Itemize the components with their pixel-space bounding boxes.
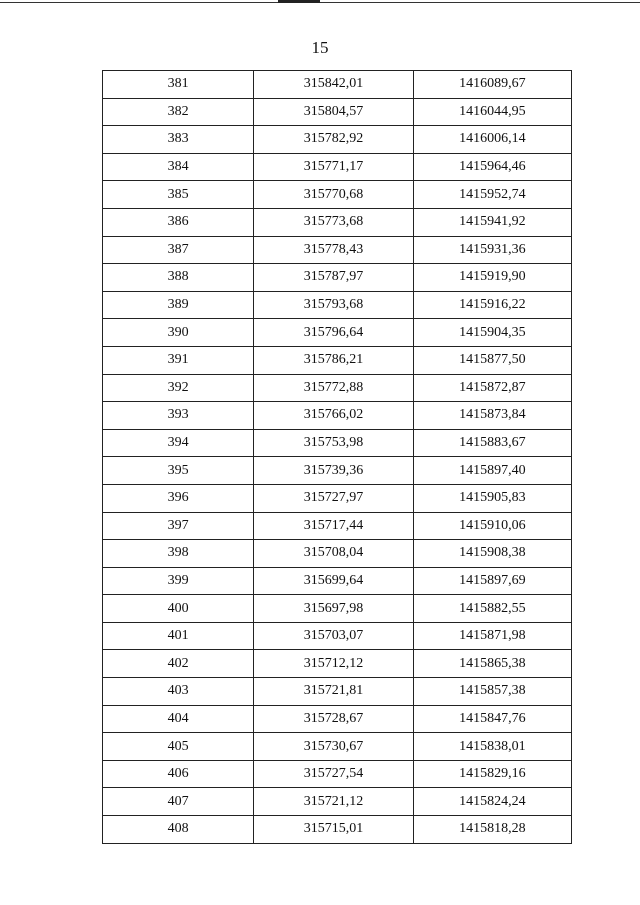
point-number-cell: 386 bbox=[103, 208, 254, 236]
x-coordinate-cell: 315715,01 bbox=[254, 816, 413, 844]
table-row bbox=[103, 733, 572, 761]
y-coordinate-cell: 1415873,84 bbox=[413, 402, 571, 430]
point-number-cell: 400 bbox=[103, 595, 254, 623]
y-coordinate-cell: 1415883,67 bbox=[413, 429, 571, 457]
point-number-cell: 382 bbox=[103, 98, 254, 126]
point-number-cell: 405 bbox=[103, 733, 254, 761]
table-row bbox=[103, 788, 572, 816]
y-coordinate-cell: 1415897,69 bbox=[413, 567, 571, 595]
x-coordinate-cell: 315782,92 bbox=[254, 126, 413, 154]
point-number-cell: 381 bbox=[103, 71, 254, 99]
table-row bbox=[103, 98, 572, 126]
x-coordinate-cell: 315753,98 bbox=[254, 429, 413, 457]
x-coordinate-cell: 315772,88 bbox=[254, 374, 413, 402]
top-rule-mark bbox=[278, 0, 320, 3]
x-coordinate-cell: 315771,17 bbox=[254, 153, 413, 181]
point-number-cell: 392 bbox=[103, 374, 254, 402]
point-number-cell: 389 bbox=[103, 291, 254, 319]
y-coordinate-cell: 1415882,55 bbox=[413, 595, 571, 623]
point-number-cell: 397 bbox=[103, 512, 254, 540]
table-row bbox=[103, 208, 572, 236]
point-number-cell: 391 bbox=[103, 346, 254, 374]
x-coordinate-cell: 315703,07 bbox=[254, 622, 413, 650]
point-number-cell: 393 bbox=[103, 402, 254, 430]
x-coordinate-cell: 315773,68 bbox=[254, 208, 413, 236]
y-coordinate-cell: 1415877,50 bbox=[413, 346, 571, 374]
x-coordinate-cell: 315842,01 bbox=[254, 71, 413, 99]
y-coordinate-cell: 1415829,16 bbox=[413, 760, 571, 788]
y-coordinate-cell: 1415838,01 bbox=[413, 733, 571, 761]
y-coordinate-cell: 1415905,83 bbox=[413, 484, 571, 512]
point-number-cell: 402 bbox=[103, 650, 254, 678]
table-row bbox=[103, 402, 572, 430]
point-number-cell: 387 bbox=[103, 236, 254, 264]
x-coordinate-cell: 315699,64 bbox=[254, 567, 413, 595]
x-coordinate-cell: 315804,57 bbox=[254, 98, 413, 126]
table-row bbox=[103, 291, 572, 319]
point-number-cell: 384 bbox=[103, 153, 254, 181]
x-coordinate-cell: 315778,43 bbox=[254, 236, 413, 264]
y-coordinate-cell: 1415824,24 bbox=[413, 788, 571, 816]
table-row bbox=[103, 181, 572, 209]
table-row bbox=[103, 374, 572, 402]
x-coordinate-cell: 315796,64 bbox=[254, 319, 413, 347]
x-coordinate-cell: 315728,67 bbox=[254, 705, 413, 733]
point-number-cell: 407 bbox=[103, 788, 254, 816]
x-coordinate-cell: 315787,97 bbox=[254, 264, 413, 292]
point-number-cell: 388 bbox=[103, 264, 254, 292]
x-coordinate-cell: 315708,04 bbox=[254, 540, 413, 568]
x-coordinate-cell: 315730,67 bbox=[254, 733, 413, 761]
y-coordinate-cell: 1415865,38 bbox=[413, 650, 571, 678]
point-number-cell: 396 bbox=[103, 484, 254, 512]
table-row bbox=[103, 567, 572, 595]
point-number-cell: 395 bbox=[103, 457, 254, 485]
x-coordinate-cell: 315766,02 bbox=[254, 402, 413, 430]
y-coordinate-cell: 1415952,74 bbox=[413, 181, 571, 209]
point-number-cell: 404 bbox=[103, 705, 254, 733]
x-coordinate-cell: 315721,81 bbox=[254, 678, 413, 706]
y-coordinate-cell: 1415818,28 bbox=[413, 816, 571, 844]
table-row bbox=[103, 595, 572, 623]
y-coordinate-cell: 1415897,40 bbox=[413, 457, 571, 485]
table-row bbox=[103, 429, 572, 457]
table-row bbox=[103, 705, 572, 733]
point-number-cell: 401 bbox=[103, 622, 254, 650]
table-row bbox=[103, 512, 572, 540]
table-row bbox=[103, 153, 572, 181]
point-number-cell: 390 bbox=[103, 319, 254, 347]
y-coordinate-cell: 1416089,67 bbox=[413, 71, 571, 99]
y-coordinate-cell: 1416044,95 bbox=[413, 98, 571, 126]
point-number-cell: 385 bbox=[103, 181, 254, 209]
x-coordinate-cell: 315786,21 bbox=[254, 346, 413, 374]
table-row bbox=[103, 126, 572, 154]
y-coordinate-cell: 1415872,87 bbox=[413, 374, 571, 402]
point-number-cell: 394 bbox=[103, 429, 254, 457]
y-coordinate-cell: 1415904,35 bbox=[413, 319, 571, 347]
table-row bbox=[103, 540, 572, 568]
x-coordinate-cell: 315770,68 bbox=[254, 181, 413, 209]
page-number: 15 bbox=[311, 38, 329, 57]
x-coordinate-cell: 315727,97 bbox=[254, 484, 413, 512]
y-coordinate-cell: 1415908,38 bbox=[413, 540, 571, 568]
table-row bbox=[103, 816, 572, 844]
point-number-cell: 408 bbox=[103, 816, 254, 844]
table-row bbox=[103, 71, 572, 99]
x-coordinate-cell: 315739,36 bbox=[254, 457, 413, 485]
table-row bbox=[103, 622, 572, 650]
table-row bbox=[103, 484, 572, 512]
table-row bbox=[103, 319, 572, 347]
table-row bbox=[103, 760, 572, 788]
point-number-cell: 398 bbox=[103, 540, 254, 568]
x-coordinate-cell: 315793,68 bbox=[254, 291, 413, 319]
table-row bbox=[103, 236, 572, 264]
table-row bbox=[103, 678, 572, 706]
y-coordinate-cell: 1415941,92 bbox=[413, 208, 571, 236]
table-row bbox=[103, 650, 572, 678]
coordinates-table bbox=[102, 70, 572, 844]
coordinates-table-body bbox=[103, 71, 572, 844]
x-coordinate-cell: 315712,12 bbox=[254, 650, 413, 678]
y-coordinate-cell: 1415916,22 bbox=[413, 291, 571, 319]
y-coordinate-cell: 1416006,14 bbox=[413, 126, 571, 154]
y-coordinate-cell: 1415910,06 bbox=[413, 512, 571, 540]
top-rule bbox=[0, 2, 640, 3]
y-coordinate-cell: 1415964,46 bbox=[413, 153, 571, 181]
y-coordinate-cell: 1415857,38 bbox=[413, 678, 571, 706]
point-number-cell: 399 bbox=[103, 567, 254, 595]
x-coordinate-cell: 315727,54 bbox=[254, 760, 413, 788]
point-number-cell: 406 bbox=[103, 760, 254, 788]
y-coordinate-cell: 1415919,90 bbox=[413, 264, 571, 292]
point-number-cell: 403 bbox=[103, 678, 254, 706]
table-row bbox=[103, 346, 572, 374]
y-coordinate-cell: 1415847,76 bbox=[413, 705, 571, 733]
point-number-cell: 383 bbox=[103, 126, 254, 154]
x-coordinate-cell: 315697,98 bbox=[254, 595, 413, 623]
y-coordinate-cell: 1415931,36 bbox=[413, 236, 571, 264]
x-coordinate-cell: 315721,12 bbox=[254, 788, 413, 816]
y-coordinate-cell: 1415871,98 bbox=[413, 622, 571, 650]
table-row bbox=[103, 264, 572, 292]
x-coordinate-cell: 315717,44 bbox=[254, 512, 413, 540]
table-row bbox=[103, 457, 572, 485]
